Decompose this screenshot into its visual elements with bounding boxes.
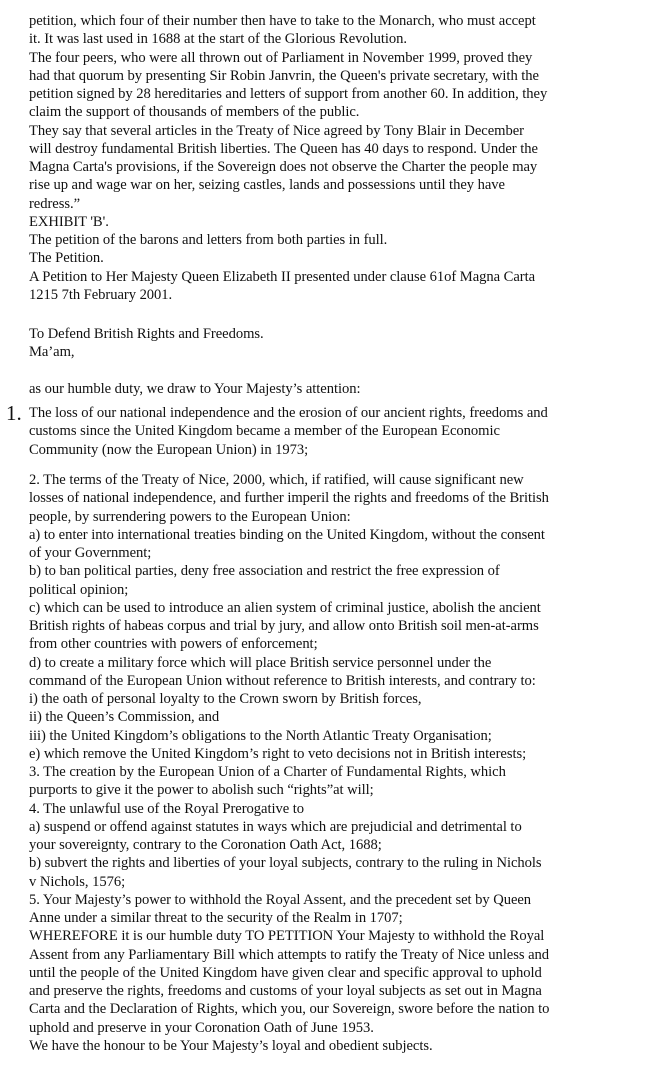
intro-paragraphs: petition, which four of their number then have to take to the Monarch, who must accept it. It was last used in 1688 at the start of the Glorious Revolution. The four peers, who were all thrown out of Parliament in November 1999, proved they had that quorum by presenting Sir Robin Janvrin, the Queen's private secretary, with the petition signed by 28 hereditaries and letters of support from another 60. In addition, they claim the support of thousands of members of the public. They say that several articles in the Treaty of Nice agreed by Tony Blair in December will destroy fundamental British liberties. The Queen has 40 days to respond. Under the Magna Carta's provisions, if the Sovereign does not observe the Charter the people may rise up and wage war on her, seizing castles, lands and possessions until they have redress.” EXHIBIT 'B'. The petition of the barons and letters from both parties in full. The Petition. A Petition to Her Majesty Queen Elizabeth II presented under clause 61of Magna Carta 1215 7th February 2001.	[29, 13, 548, 303]
item-1-text: The loss of our national independence and the erosion of our ancient rights, freedoms and customs since the United Kingdom became a member of the European Economic Community (now the European Union) in 1973;	[29, 405, 548, 458]
item-1-number: 1.	[6, 401, 22, 425]
salutation: To Defend British Rights and Freedoms. Ma’am,	[29, 326, 264, 361]
petition-body: 2. The terms of the Treaty of Nice, 2000, which, if ratified, will cause significant new losses of national independence, and further imperil the rights and freedoms of the British people, by surrendering powers to the European Union: a) to enter into international treaties binding on the United Kingdom, without the consent of your Government; b) to ban political parties, deny free association and restrict the free expression of political opinion; c) which can be used to introduce an alien system of criminal justice, abolish the ancient British rights of habeas corpus and trial by jury, and allow onto British soil men-at-arms from other countries with powers of enforcement; d) to create a military force which will place British service personnel under the command of the European Union without reference to British interests, and contrary to: i) the oath of personal loyalty to the Crown sworn by British forces, ii) the Queen’s Commission, and iii) the United Kingdom’s obligations to the North Atlantic Treaty Organisation; e) which remove the United Kingdom’s right to veto decisions not in British interests; 3. The creation by the European Union of a Charter of Fundamental Rights, which purports to give it the power to abolish such “rights”at will; 4. The unlawful use of the Royal Prerogative to a) suspend or offend against statutes in ways which are prejudicial and detrimental to your sovereignty, contrary to the Coronation Oath Act, 1688; b) subvert the rights and liberties of your loyal subjects, contrary to the ruling in Nichols v Nichols, 1576; 5. Your Majesty’s power to withhold the Royal Assent, and the precedent set by Queen Anne under a similar threat to the security of the Realm in 1707; WHEREFORE it is our humble duty TO PETITION Your Majesty to withhold the Royal Assent from any Parliamentary Bill which attempts to ratify the Treaty of Nice unless and until the people of the United Kingdom have given clear and specific approval to uphold and preserve the rights, freedoms and customs of your loyal subjects as set out in Magna Carta and the Declaration of Rights, which you, our Sovereign, swore before the nation to uphold and preserve in your Coronation Oath of June 1953. We have the honour to be Your Majesty’s loyal and obedient subjects.	[29, 472, 550, 1054]
preamble: as our humble duty, we draw to Your Majesty’s attention:	[29, 381, 361, 397]
